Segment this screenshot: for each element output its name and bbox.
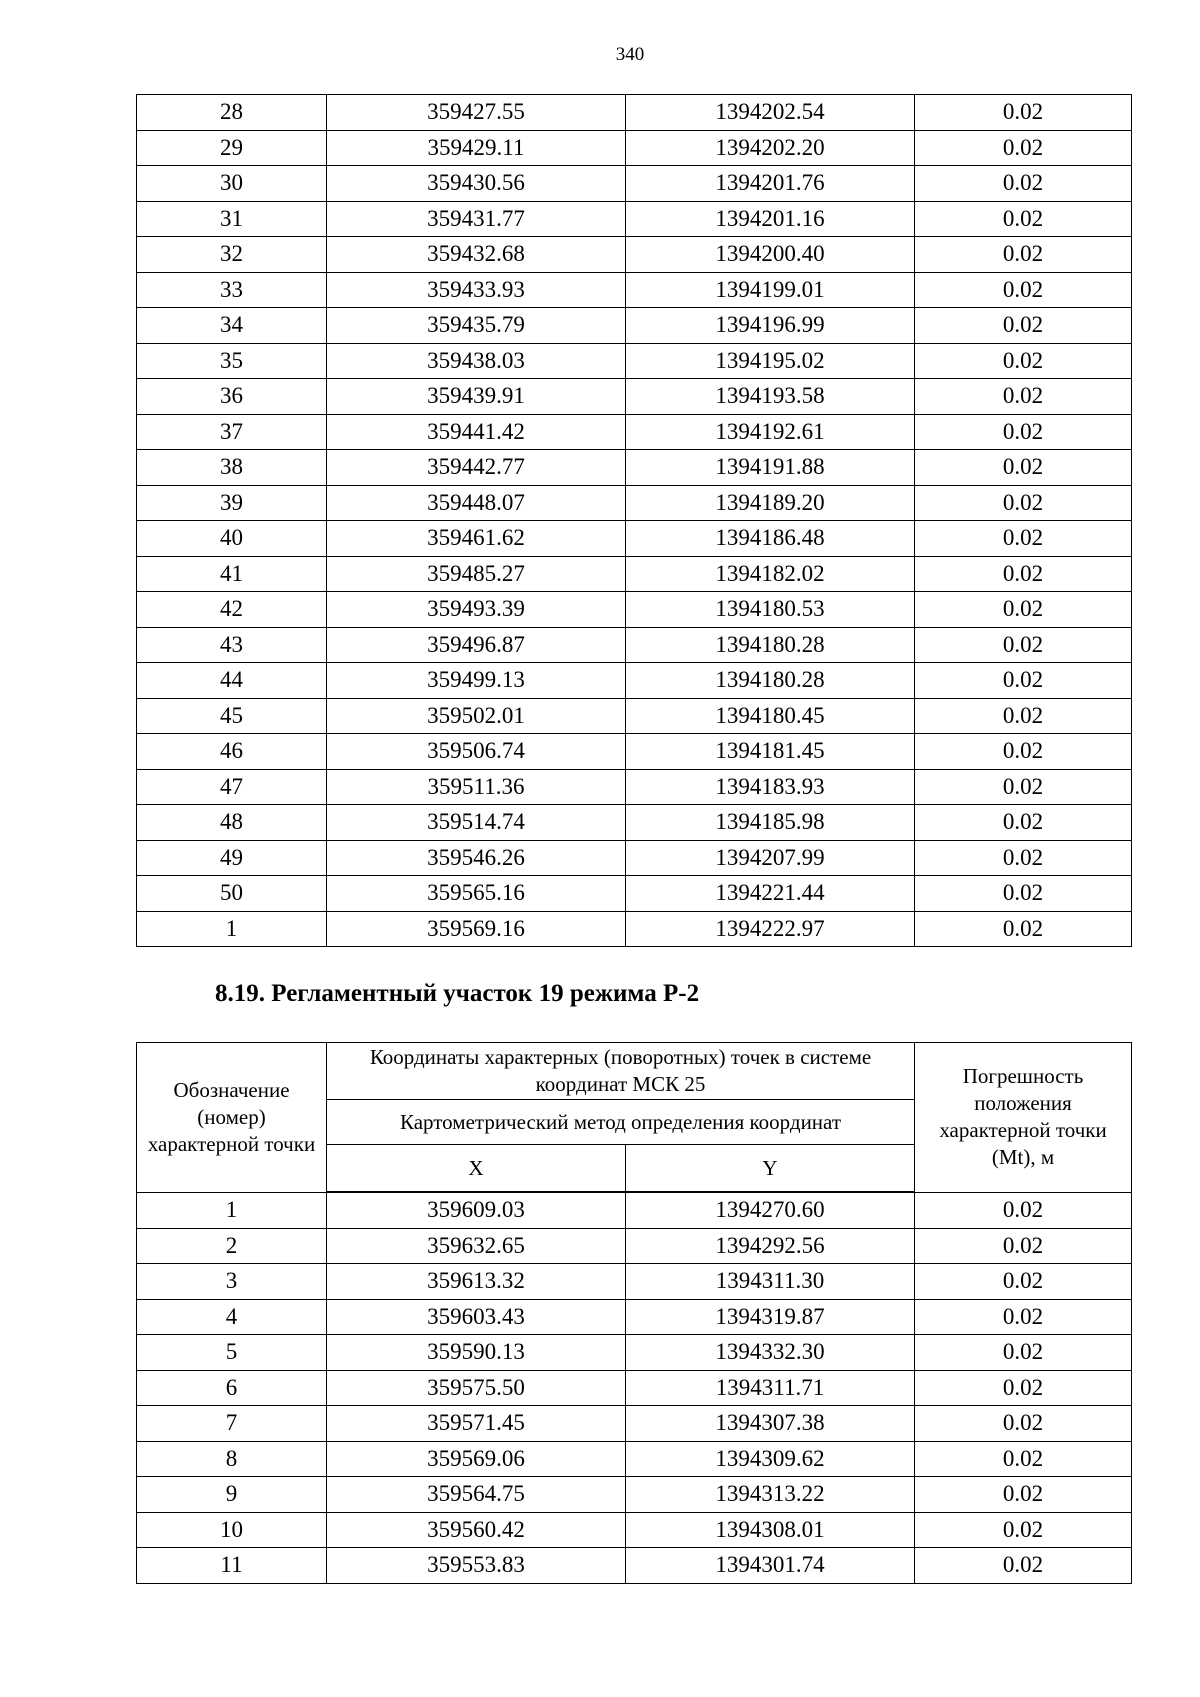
table-row xyxy=(137,840,1132,876)
y-coordinate-cell: 1394193.58 xyxy=(626,379,915,415)
error-cell: 0.02 xyxy=(915,166,1132,202)
error-cell: 0.02 xyxy=(915,308,1132,344)
y-coordinate-cell: 1394185.98 xyxy=(626,805,915,841)
y-coordinate-cell: 1394222.97 xyxy=(626,911,915,947)
table-row xyxy=(137,379,1132,415)
point-number-header: Обозначение (номер) характерной точки xyxy=(137,1043,327,1193)
point-number-cell: 8 xyxy=(137,1441,327,1477)
error-cell: 0.02 xyxy=(915,379,1132,415)
table-row xyxy=(137,592,1132,628)
y-coordinate-cell: 1394199.01 xyxy=(626,272,915,308)
x-coordinate-cell: 359431.77 xyxy=(327,201,626,237)
table-row xyxy=(137,1441,1132,1477)
x-coordinate-cell: 359493.39 xyxy=(327,592,626,628)
y-coordinate-cell: 1394308.01 xyxy=(626,1512,915,1548)
y-coordinate-cell: 1394191.88 xyxy=(626,450,915,486)
point-number-cell: 45 xyxy=(137,698,327,734)
error-cell: 0.02 xyxy=(915,237,1132,273)
x-coordinate-cell: 359432.68 xyxy=(327,237,626,273)
table-row xyxy=(137,1192,1132,1228)
y-coordinate-cell: 1394189.20 xyxy=(626,485,915,521)
x-coordinate-cell: 359499.13 xyxy=(327,663,626,699)
table-row xyxy=(137,308,1132,344)
table-row xyxy=(137,130,1132,166)
table-row xyxy=(137,1228,1132,1264)
error-cell: 0.02 xyxy=(915,769,1132,805)
table-row xyxy=(137,166,1132,202)
x-coordinate-cell: 359439.91 xyxy=(327,379,626,415)
y-coordinate-cell: 1394207.99 xyxy=(626,840,915,876)
table-header xyxy=(137,1043,1132,1193)
error-cell: 0.02 xyxy=(915,1299,1132,1335)
point-number-cell: 46 xyxy=(137,734,327,770)
x-coordinate-cell: 359441.42 xyxy=(327,414,626,450)
section-heading: 8.19. Регламентный участок 19 режима Р-2 xyxy=(215,980,700,1007)
error-cell: 0.02 xyxy=(915,1512,1132,1548)
table-row xyxy=(137,201,1132,237)
x-coordinate-cell: 359569.06 xyxy=(327,1441,626,1477)
table-row xyxy=(137,1299,1132,1335)
table-row xyxy=(137,876,1132,912)
point-number-cell: 31 xyxy=(137,201,327,237)
point-number-cell: 38 xyxy=(137,450,327,486)
table-row xyxy=(137,769,1132,805)
error-cell: 0.02 xyxy=(915,734,1132,770)
error-cell: 0.02 xyxy=(915,1441,1132,1477)
x-coordinate-cell: 359613.32 xyxy=(327,1264,626,1300)
point-number-cell: 49 xyxy=(137,840,327,876)
table-row xyxy=(137,450,1132,486)
coordinates-header: Координаты характерных (поворотных) точек в системе координат МСК 25 xyxy=(327,1043,915,1100)
error-cell: 0.02 xyxy=(915,1548,1132,1584)
table-row xyxy=(137,1548,1132,1584)
y-coordinate-cell: 1394181.45 xyxy=(626,734,915,770)
x-coordinate-cell: 359511.36 xyxy=(327,769,626,805)
y-coordinate-cell: 1394313.22 xyxy=(626,1477,915,1513)
y-coordinate-cell: 1394319.87 xyxy=(626,1299,915,1335)
x-coordinate-cell: 359461.62 xyxy=(327,521,626,557)
x-coordinate-cell: 359609.03 xyxy=(327,1192,626,1228)
x-coordinate-cell: 359502.01 xyxy=(327,698,626,734)
error-cell: 0.02 xyxy=(915,1406,1132,1442)
error-cell: 0.02 xyxy=(915,95,1132,131)
table-row xyxy=(137,521,1132,557)
point-number-cell: 42 xyxy=(137,592,327,628)
x-coordinate-cell: 359575.50 xyxy=(327,1370,626,1406)
table-row xyxy=(137,911,1132,947)
error-cell: 0.02 xyxy=(915,876,1132,912)
page-number: 340 xyxy=(615,44,645,65)
table-row xyxy=(137,805,1132,841)
point-number-cell: 2 xyxy=(137,1228,327,1264)
x-coordinate-cell: 359560.42 xyxy=(327,1512,626,1548)
point-number-cell: 43 xyxy=(137,627,327,663)
x-coordinate-cell: 359553.83 xyxy=(327,1548,626,1584)
error-cell: 0.02 xyxy=(915,698,1132,734)
point-number-cell: 30 xyxy=(137,166,327,202)
y-coordinate-cell: 1394180.28 xyxy=(626,627,915,663)
y-coordinate-cell: 1394311.71 xyxy=(626,1370,915,1406)
table-body xyxy=(137,95,1132,947)
point-number-cell: 32 xyxy=(137,237,327,273)
point-number-cell: 4 xyxy=(137,1299,327,1335)
y-coordinate-cell: 1394192.61 xyxy=(626,414,915,450)
error-cell: 0.02 xyxy=(915,1192,1132,1228)
error-cell: 0.02 xyxy=(915,272,1132,308)
coordinates-table-continued xyxy=(136,94,1132,947)
error-cell: 0.02 xyxy=(915,805,1132,841)
x-coordinate-cell: 359485.27 xyxy=(327,556,626,592)
y-coordinate-cell: 1394195.02 xyxy=(626,343,915,379)
y-coordinate-cell: 1394292.56 xyxy=(626,1228,915,1264)
x-coordinate-cell: 359433.93 xyxy=(327,272,626,308)
error-cell: 0.02 xyxy=(915,521,1132,557)
table-row xyxy=(137,698,1132,734)
x-column-header: X xyxy=(327,1145,626,1193)
x-coordinate-cell: 359632.65 xyxy=(327,1228,626,1264)
table-row xyxy=(137,627,1132,663)
point-number-cell: 48 xyxy=(137,805,327,841)
y-coordinate-cell: 1394332.30 xyxy=(626,1335,915,1371)
error-cell: 0.02 xyxy=(915,414,1132,450)
error-cell: 0.02 xyxy=(915,592,1132,628)
x-coordinate-cell: 359427.55 xyxy=(327,95,626,131)
coordinates-table xyxy=(136,1042,1132,1584)
x-coordinate-cell: 359442.77 xyxy=(327,450,626,486)
x-coordinate-cell: 359429.11 xyxy=(327,130,626,166)
method-header: Картометрический метод определения координат xyxy=(327,1100,915,1145)
error-cell: 0.02 xyxy=(915,1228,1132,1264)
point-number-cell: 6 xyxy=(137,1370,327,1406)
error-cell: 0.02 xyxy=(915,1477,1132,1513)
point-number-cell: 7 xyxy=(137,1406,327,1442)
x-coordinate-cell: 359546.26 xyxy=(327,840,626,876)
table-row xyxy=(137,343,1132,379)
error-cell: 0.02 xyxy=(915,663,1132,699)
y-coordinate-cell: 1394186.48 xyxy=(626,521,915,557)
y-coordinate-cell: 1394180.45 xyxy=(626,698,915,734)
table-row xyxy=(137,485,1132,521)
point-number-cell: 37 xyxy=(137,414,327,450)
x-coordinate-cell: 359571.45 xyxy=(327,1406,626,1442)
table-row xyxy=(137,734,1132,770)
y-coordinate-cell: 1394311.30 xyxy=(626,1264,915,1300)
point-number-cell: 5 xyxy=(137,1335,327,1371)
error-cell: 0.02 xyxy=(915,130,1132,166)
table-row xyxy=(137,237,1132,273)
error-cell: 0.02 xyxy=(915,556,1132,592)
y-coordinate-cell: 1394201.16 xyxy=(626,201,915,237)
error-cell: 0.02 xyxy=(915,840,1132,876)
table-row xyxy=(137,1264,1132,1300)
x-coordinate-cell: 359430.56 xyxy=(327,166,626,202)
error-cell: 0.02 xyxy=(915,1335,1132,1371)
table-row xyxy=(137,1512,1132,1548)
y-coordinate-cell: 1394309.62 xyxy=(626,1441,915,1477)
error-cell: 0.02 xyxy=(915,1370,1132,1406)
point-number-cell: 47 xyxy=(137,769,327,805)
table-row xyxy=(137,1477,1132,1513)
table-row xyxy=(137,414,1132,450)
point-number-cell: 3 xyxy=(137,1264,327,1300)
point-number-cell: 36 xyxy=(137,379,327,415)
point-number-cell: 50 xyxy=(137,876,327,912)
y-coordinate-cell: 1394301.74 xyxy=(626,1548,915,1584)
y-coordinate-cell: 1394180.53 xyxy=(626,592,915,628)
table-row xyxy=(137,663,1132,699)
point-number-cell: 9 xyxy=(137,1477,327,1513)
point-number-cell: 29 xyxy=(137,130,327,166)
y-coordinate-cell: 1394202.20 xyxy=(626,130,915,166)
table-body xyxy=(137,1192,1132,1583)
point-number-cell: 44 xyxy=(137,663,327,699)
point-number-cell: 34 xyxy=(137,308,327,344)
point-number-cell: 35 xyxy=(137,343,327,379)
point-number-cell: 40 xyxy=(137,521,327,557)
error-header: Погрешность положения характерной точки (Mt), м xyxy=(915,1043,1132,1193)
y-coordinate-cell: 1394183.93 xyxy=(626,769,915,805)
y-coordinate-cell: 1394182.02 xyxy=(626,556,915,592)
point-number-cell: 11 xyxy=(137,1548,327,1584)
error-cell: 0.02 xyxy=(915,485,1132,521)
error-cell: 0.02 xyxy=(915,343,1132,379)
table-row xyxy=(137,556,1132,592)
y-coordinate-cell: 1394180.28 xyxy=(626,663,915,699)
error-cell: 0.02 xyxy=(915,627,1132,663)
x-coordinate-cell: 359496.87 xyxy=(327,627,626,663)
y-coordinate-cell: 1394270.60 xyxy=(626,1192,915,1228)
point-number-cell: 1 xyxy=(137,911,327,947)
x-coordinate-cell: 359435.79 xyxy=(327,308,626,344)
error-cell: 0.02 xyxy=(915,911,1132,947)
x-coordinate-cell: 359506.74 xyxy=(327,734,626,770)
point-number-cell: 41 xyxy=(137,556,327,592)
point-number-cell: 33 xyxy=(137,272,327,308)
y-column-header: Y xyxy=(626,1145,915,1193)
point-number-cell: 39 xyxy=(137,485,327,521)
x-coordinate-cell: 359603.43 xyxy=(327,1299,626,1335)
point-number-cell: 1 xyxy=(137,1192,327,1228)
y-coordinate-cell: 1394202.54 xyxy=(626,95,915,131)
x-coordinate-cell: 359590.13 xyxy=(327,1335,626,1371)
y-coordinate-cell: 1394201.76 xyxy=(626,166,915,202)
point-number-cell: 28 xyxy=(137,95,327,131)
error-cell: 0.02 xyxy=(915,1264,1132,1300)
table-row xyxy=(137,1335,1132,1371)
x-coordinate-cell: 359569.16 xyxy=(327,911,626,947)
x-coordinate-cell: 359514.74 xyxy=(327,805,626,841)
y-coordinate-cell: 1394221.44 xyxy=(626,876,915,912)
table-row xyxy=(137,1406,1132,1442)
x-coordinate-cell: 359448.07 xyxy=(327,485,626,521)
error-cell: 0.02 xyxy=(915,201,1132,237)
table-row xyxy=(137,1370,1132,1406)
y-coordinate-cell: 1394196.99 xyxy=(626,308,915,344)
error-cell: 0.02 xyxy=(915,450,1132,486)
point-number-cell: 10 xyxy=(137,1512,327,1548)
y-coordinate-cell: 1394307.38 xyxy=(626,1406,915,1442)
x-coordinate-cell: 359438.03 xyxy=(327,343,626,379)
table-row xyxy=(137,95,1132,131)
y-coordinate-cell: 1394200.40 xyxy=(626,237,915,273)
table-row xyxy=(137,272,1132,308)
x-coordinate-cell: 359565.16 xyxy=(327,876,626,912)
x-coordinate-cell: 359564.75 xyxy=(327,1477,626,1513)
